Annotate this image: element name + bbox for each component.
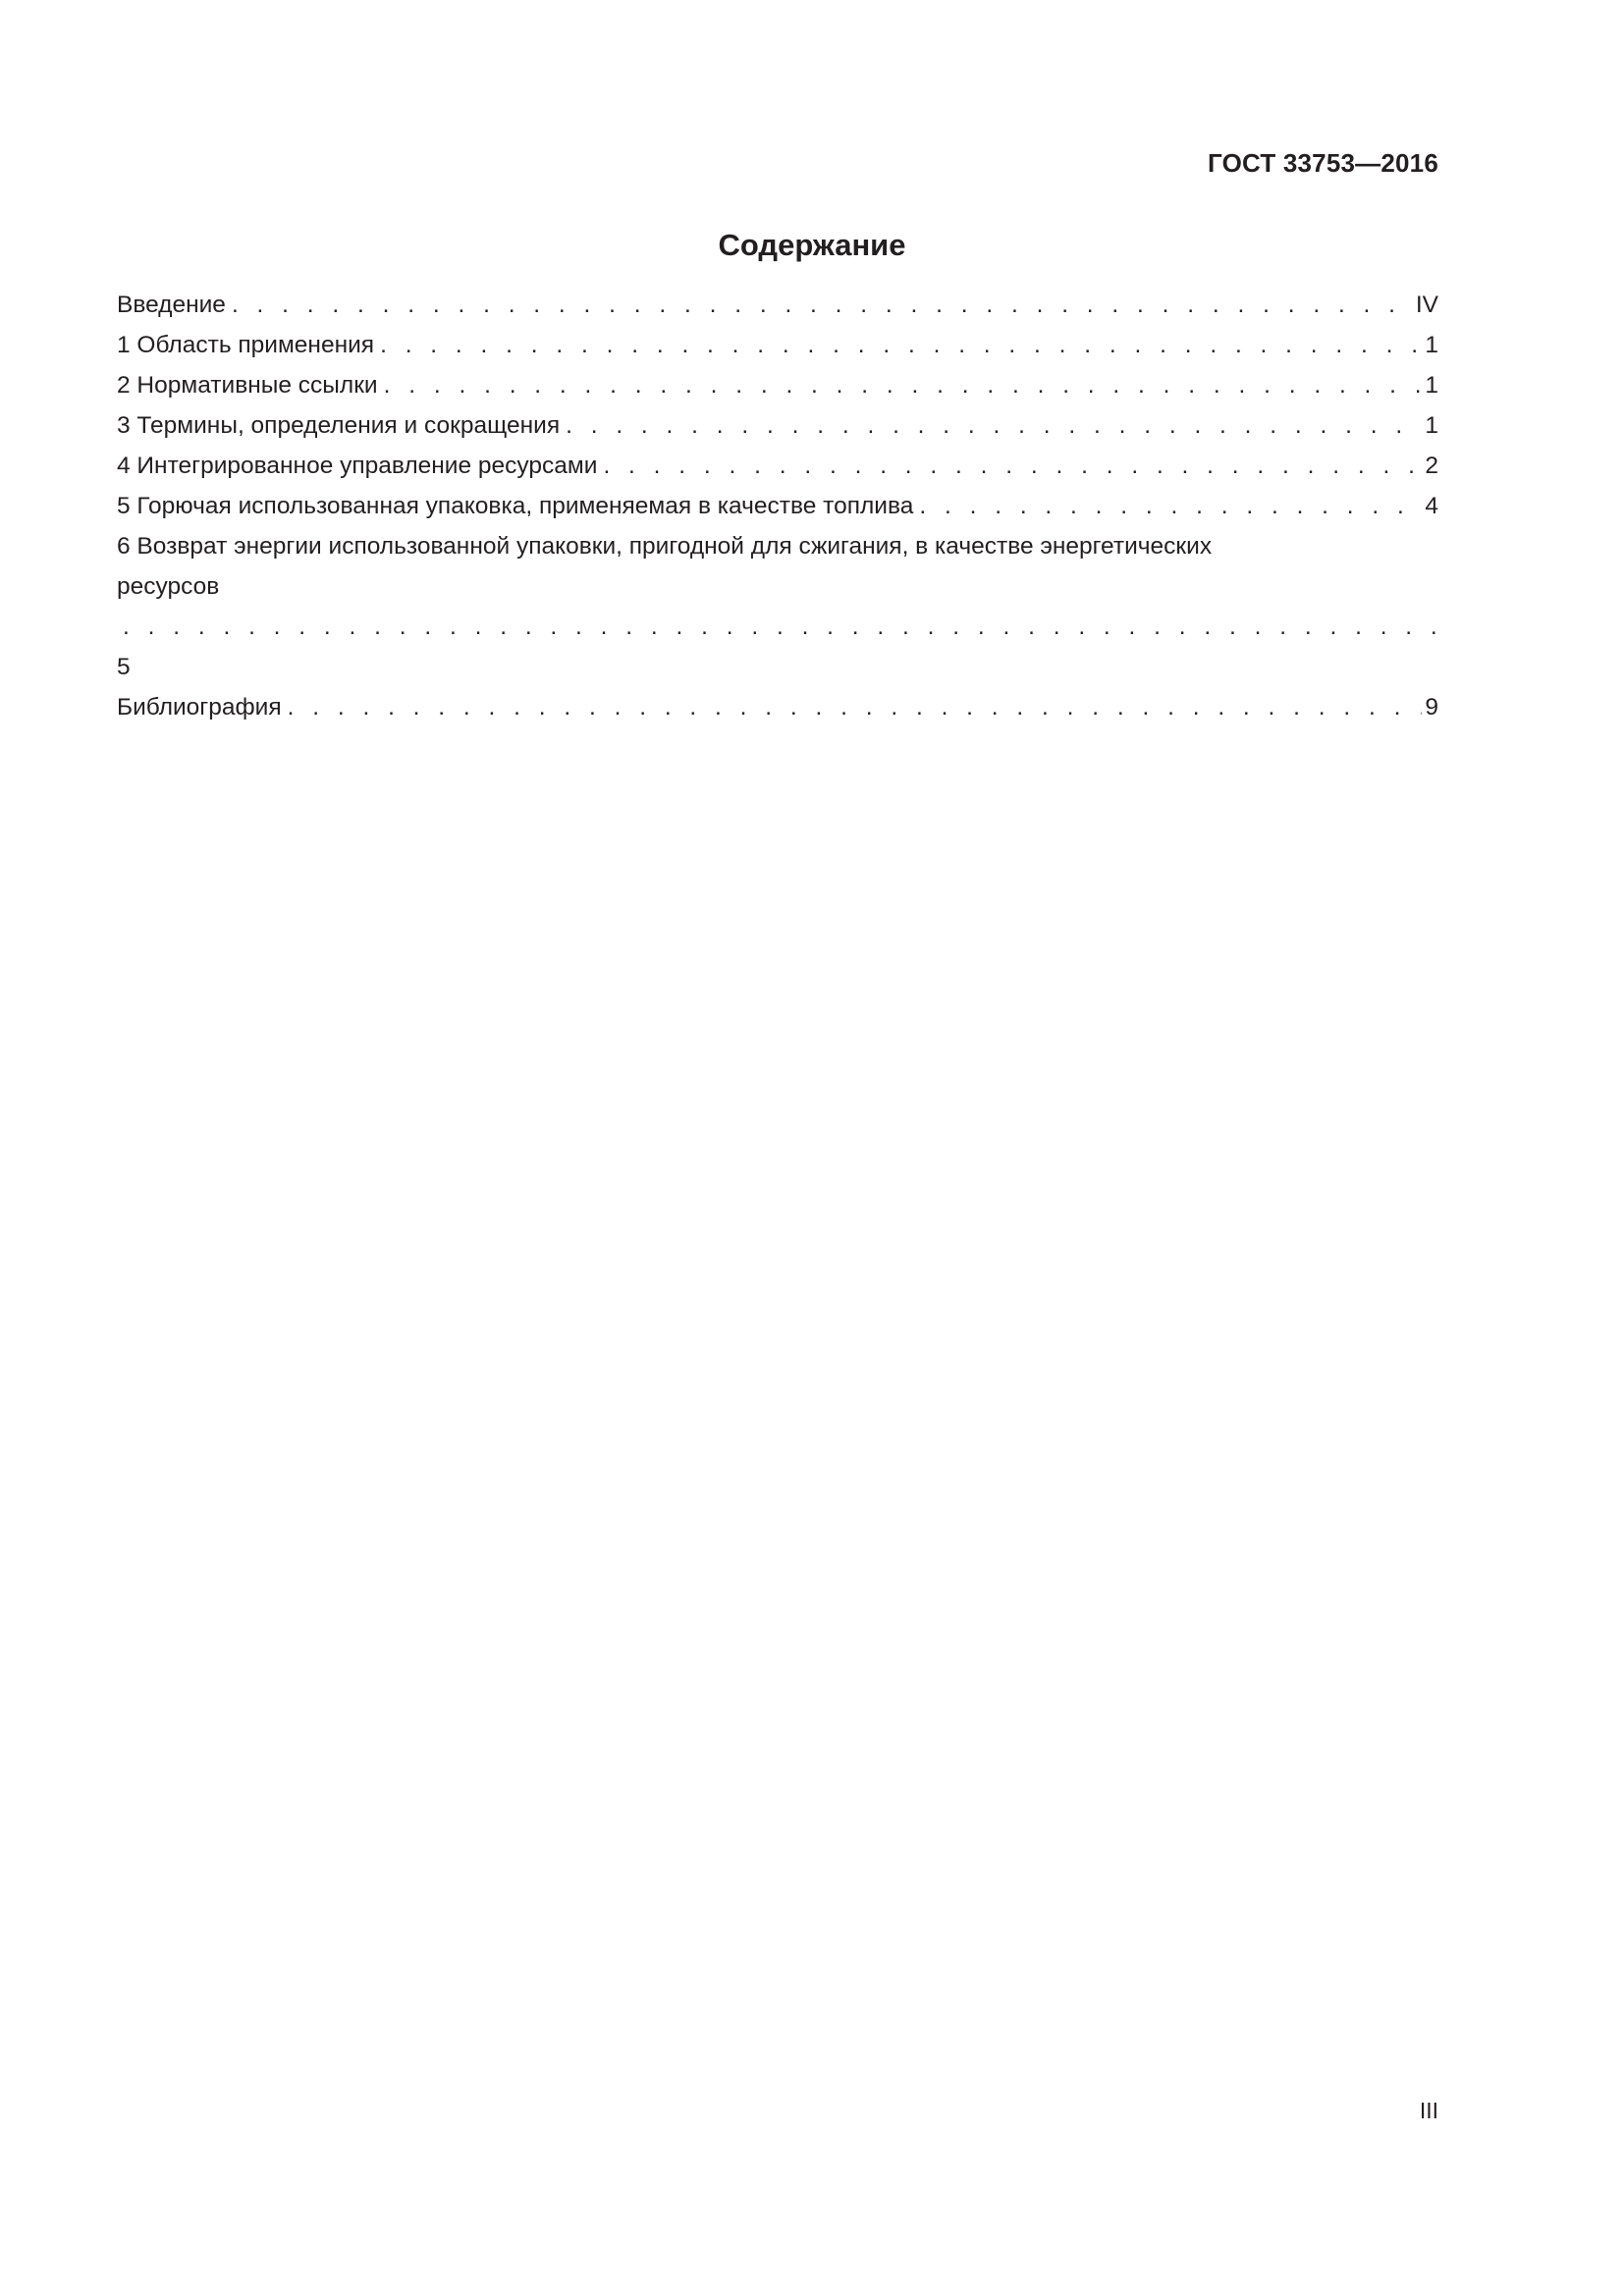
toc-entry-text: Введение (117, 292, 226, 318)
toc-entry-page: 2 (1425, 453, 1438, 479)
dot-leader (123, 607, 1435, 647)
toc-entry-text: 1 Область применения (117, 332, 375, 358)
toc-entry-page: 1 (1425, 412, 1438, 439)
toc-entry-text: 4 Интегрированное управление ресурсами (117, 453, 598, 479)
dot-leader (603, 446, 1422, 486)
table-of-contents (117, 285, 1438, 727)
toc-entry-page: 9 (1425, 694, 1438, 721)
toc-entry-page: 1 (1425, 372, 1438, 399)
toc-title: Содержание (718, 228, 906, 262)
dot-leader (566, 405, 1422, 446)
toc-entry-normative-references[interactable] (117, 365, 1438, 405)
toc-entry-text: 5 Горючая использованная упаковка, применяемая в качестве топлива (117, 493, 914, 519)
dot-leader (380, 325, 1422, 365)
page-number: III (1419, 2098, 1438, 2123)
toc-entry-page: 5 (117, 654, 131, 680)
toc-entry-page: IV (1415, 292, 1438, 318)
toc-entry-bibliography[interactable] (117, 687, 1438, 727)
dot-leader (919, 486, 1422, 526)
toc-entry-text: 2 Нормативные ссылки (117, 372, 378, 399)
toc-entry-combustible-packaging[interactable] (117, 486, 1438, 526)
toc-entry-text: 6 Возврат энергии использованной упаковки, пригодной для сжигания, в качестве энергетических (117, 533, 1213, 560)
document-code: ГОСТ 33753—2016 (1208, 148, 1438, 178)
toc-entry-terms[interactable] (117, 405, 1438, 446)
toc-entry-text: Библиография (117, 694, 282, 721)
dot-leader (232, 285, 1413, 325)
toc-entry-text: 3 Термины, определения и сокращения (117, 412, 561, 439)
toc-entry-text-continuation: ресурсов (117, 573, 220, 600)
toc-entry-resource-management[interactable] (117, 446, 1438, 486)
dot-leader (384, 365, 1423, 405)
toc-entry-page: 4 (1425, 493, 1438, 519)
toc-entry-energy-recovery[interactable] (117, 526, 1438, 687)
toc-entry-introduction[interactable] (117, 285, 1438, 325)
dot-leader (288, 687, 1423, 727)
toc-entry-page: 1 (1425, 332, 1438, 358)
toc-entry-scope[interactable] (117, 325, 1438, 365)
